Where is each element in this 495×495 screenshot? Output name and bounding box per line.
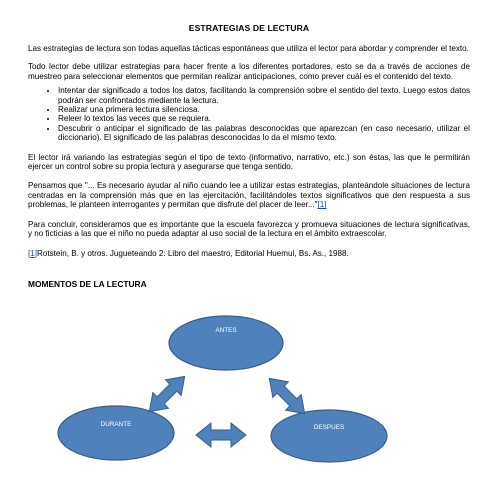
- node-antes: [169, 316, 283, 370]
- ellipse-despues: [271, 410, 387, 462]
- quote-text: Pensamos que "... Es necesario ayudar al niño cuando lee a utilizar estas estrategias, planteándole situaciones de lectura centradas en la comprensión más que en las ejercitación, facilitándoles textos significativos que den respuesta a sus problemas, le planteen interrogantes y permitan que disfrute del placer de leer...": [28, 181, 470, 210]
- label-despues: DESPUES: [313, 424, 345, 431]
- paragraph-conclusion: Para concluir, consideramos que es importante que la escuela favorezca y promueva situaciones de lectura significativas, y no ficticias a las que el niño no pueda adaptar al uso social de la lectura en el ámbito extraescolar.: [28, 219, 470, 239]
- reading-moments-diagram: [0, 308, 495, 495]
- list-item: • Releer lo textos las veces que se requiera.: [58, 114, 470, 123]
- label-antes: ANTES: [215, 327, 237, 334]
- footnote-text: Rotstein, B. y otros. Jugueteando 2: Libro del maestro, Editorial Huemul, Bs. As., 1988.: [37, 248, 349, 258]
- list-item: • Intentar dar significado a todos los datos, facilitando la comprensión sobre el sentido del texto. Luego estos datos podrán ser confrontados mediante la lectura.: [58, 86, 470, 105]
- list-item: • Realizar una primera lectura silenciosa.: [58, 105, 470, 114]
- paragraph-strategies: Todo lector debe utilizar estrategias para hacer frente a los diferentes portadores, esto se da a través de acciones de muestreo para seleccionar elementos que permitan realizar anticipaciones, como prever cuál es el contenido del texto.: [28, 62, 470, 81]
- ellipse-antes: [169, 316, 283, 370]
- paragraph-quote: [28, 181, 470, 209]
- paragraph-variation: El lector irá variando las estrategias según el tipo de texto (informativo, narrativo, etc.) son éstas, las que le permitirán ejercer un control sobre su propia lectura y asegurarse que tenga sentido.: [28, 152, 470, 172]
- document-title: ESTRATEGIAS DE LECTURA: [188, 23, 310, 33]
- section-heading: MOMENTOS DE LA LECTURA: [28, 278, 147, 289]
- label-durante: DURANTE: [100, 421, 132, 428]
- list-item: • Descubrir o anticipar el significado de las palabras desconocidas que aparezcan (en caso necesario, utilizar el diccionario). El significado de las palabras desconocidas lo da el mismo texto.: [58, 124, 470, 143]
- double-arrow-left: [142, 369, 193, 420]
- paragraph-intro: Las estrategias de lectura son todas aquellas tácticas espontáneas que utiliza el lector para abordar y comprender el texto.: [28, 44, 469, 53]
- strategy-list: [28, 86, 470, 142]
- document-page: [28, 0, 470, 289]
- footnote-ref-link[interactable]: [1]: [317, 200, 327, 210]
- footnote: [28, 249, 470, 258]
- footnote-marker-link[interactable]: [1]: [28, 248, 37, 258]
- double-arrow-bottom: [196, 423, 246, 447]
- node-durante: [58, 406, 174, 460]
- double-arrow-right: [262, 371, 313, 422]
- ellipse-durante: [58, 406, 174, 460]
- node-despues: [271, 410, 387, 462]
